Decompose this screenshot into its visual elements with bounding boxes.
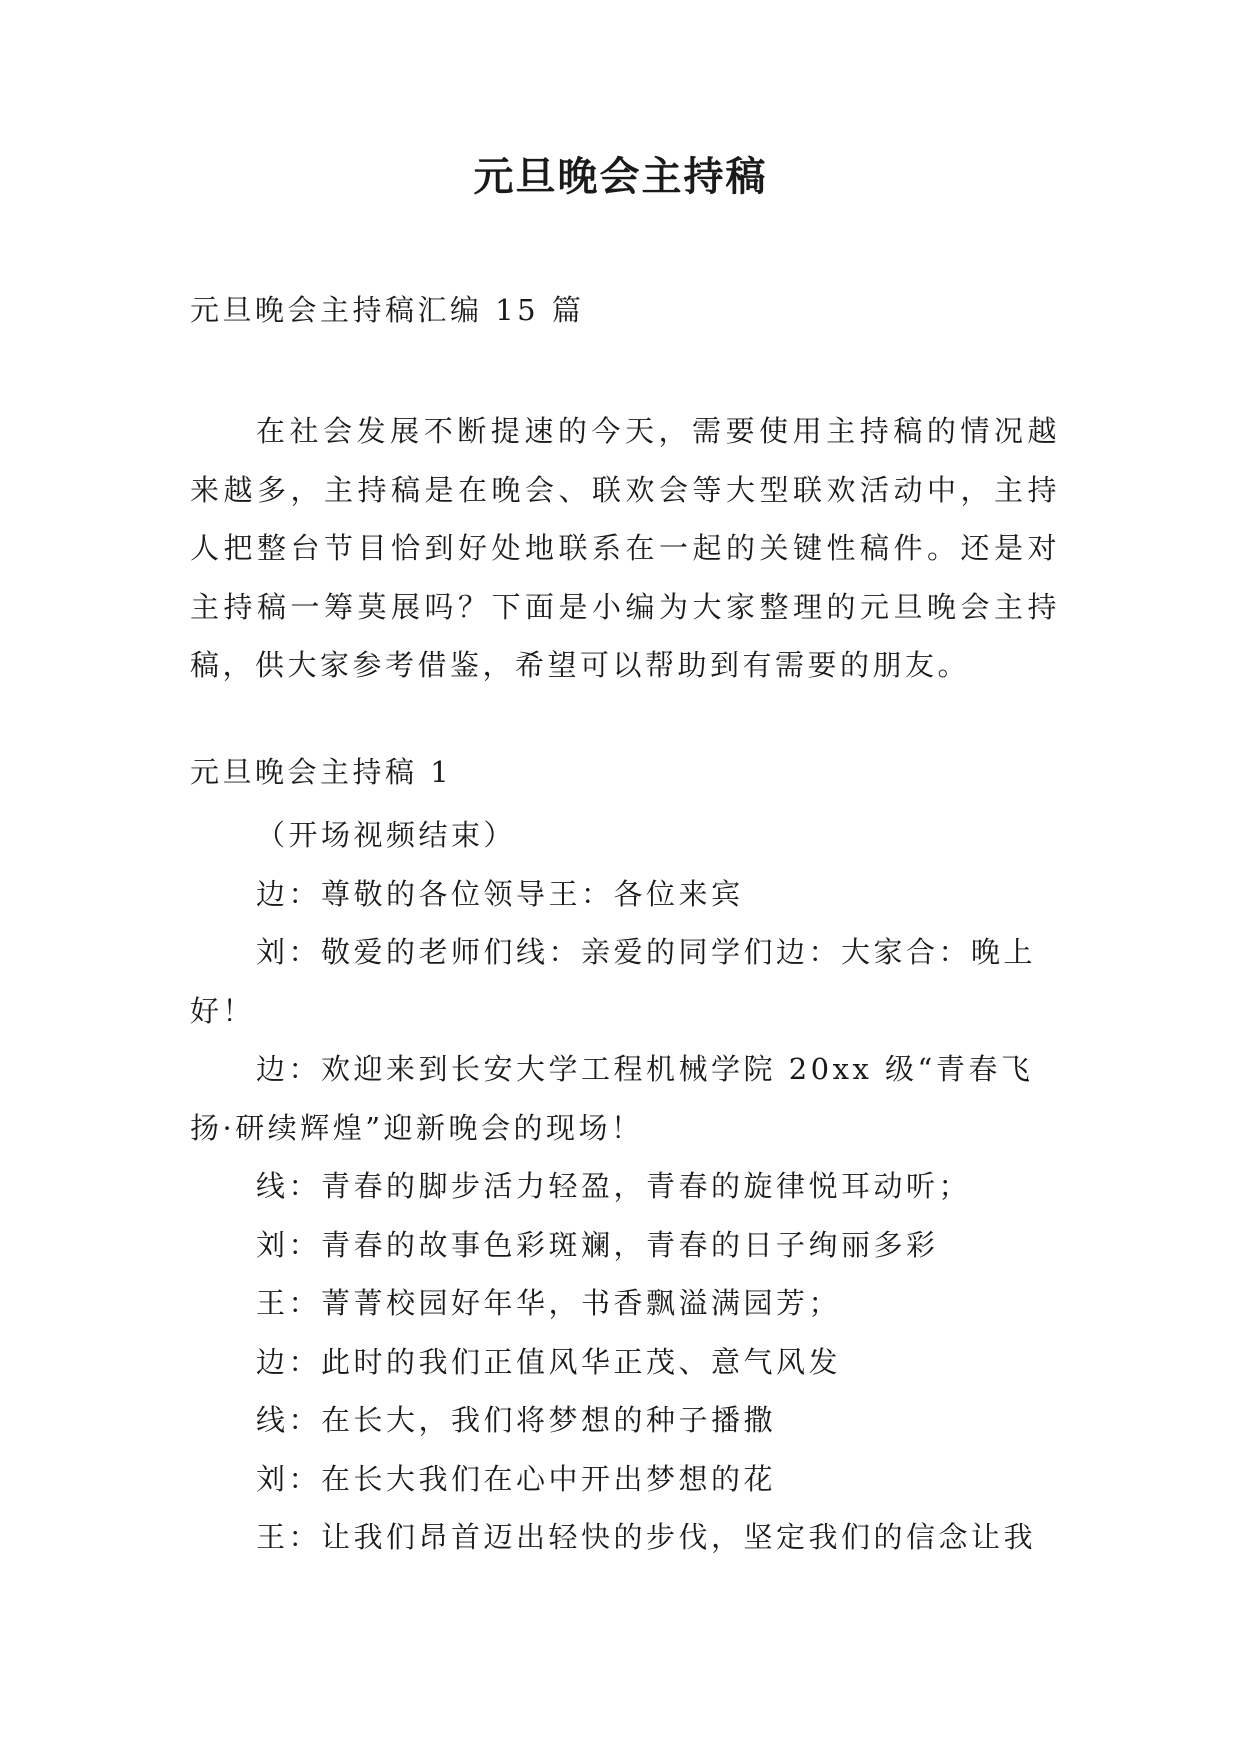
section-heading: 元旦晚会主持稿 1 xyxy=(190,755,453,789)
document-subtitle: 元旦晚会主持稿汇编 15 篇 xyxy=(190,293,585,327)
intro-paragraph: 在社会发展不断提速的今天，需要使用主持稿的情况越来越多，主持稿是在晚会、联欢会等大型联欢活动中，主持人把整台节目恰到好处地联系在一起的关键性稿件。还是对主持稿一筹莫展吗？下面是小编为大家整理的元旦晚会主持稿，供大家参考借鉴，希望可以帮助到有需要的朋友。 xyxy=(190,414,1060,682)
document-title: 元旦晚会主持稿 xyxy=(473,153,768,200)
script-line: 边：此时的我们正值风华正茂、意气风发 xyxy=(256,1344,842,1379)
script-body xyxy=(190,806,1060,1567)
script-line: 刘：青春的故事色彩斑斓，青春的日子绚丽多彩 xyxy=(256,1227,939,1262)
script-line: 王：让我们昂首迈出轻快的步伐，坚定我们的信念让我 xyxy=(256,1520,1037,1554)
script-line: 线：在长大，我们将梦想的种子播撒 xyxy=(256,1403,777,1437)
script-line: 线：青春的脚步活力轻盈，青春的旋律悦耳动听； xyxy=(256,1169,972,1203)
script-line: 边：欢迎来到长安大学工程机械学院 20xx 级“青春飞扬·研续辉煌”迎新晚会的现场！ xyxy=(190,1052,1034,1145)
script-line: 刘：敬爱的老师们线：亲爱的同学们边：大家合：晚上好！ xyxy=(190,935,1037,1028)
script-line: 刘：在长大我们在心中开出梦想的花 xyxy=(256,1461,777,1496)
script-line: （开场视频结束） xyxy=(256,818,517,852)
script-line: 边：尊敬的各位领导王：各位来宾 xyxy=(256,876,744,911)
script-line: 王：菁菁校园好年华，书香飘溢满园芳； xyxy=(256,1286,842,1320)
